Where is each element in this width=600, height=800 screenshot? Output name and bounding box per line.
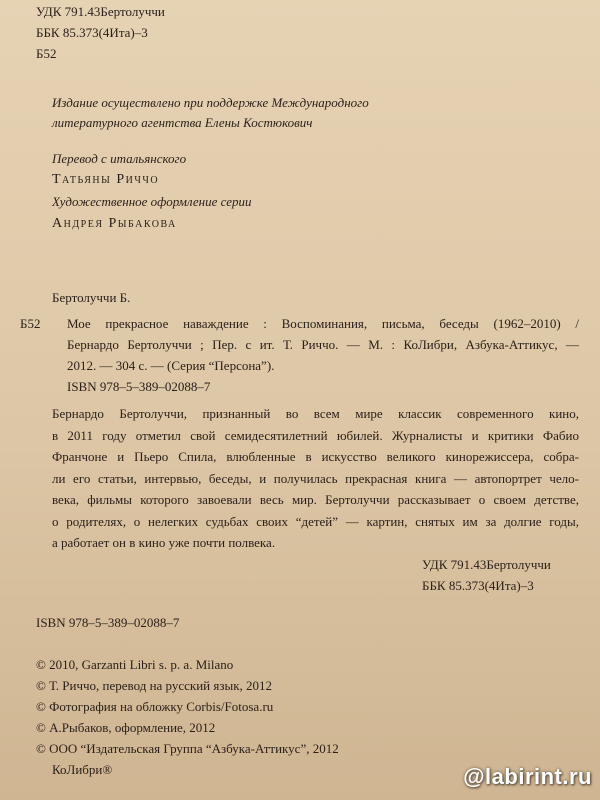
catalog-isbn: ISBN 978–5–389–02088–7 bbox=[67, 379, 211, 394]
header-author-mark: Б52 bbox=[36, 46, 57, 61]
header-udk: УДК 791.43Бертолуччи bbox=[36, 4, 165, 19]
annotation-line-2: в 2011 году отметил свой семидесятилетний юбилей. Журналисты и критики Фабио bbox=[52, 427, 579, 443]
catalog-description bbox=[67, 313, 579, 397]
isbn: ISBN 978–5–389–02088–7 bbox=[36, 615, 180, 630]
designer-name: Андрея Рыбакова bbox=[52, 216, 177, 231]
copyright-line-5: © ООО “Издательская Группа “Азбука-Аттикус”, 2012 bbox=[36, 741, 339, 756]
annotation-line-5: века, фильмы которого завоевали весь мир. Бертолуччи рассказывает о своем детстве, bbox=[52, 492, 579, 507]
catalog-author-heading: Бертолуччи Б. bbox=[52, 290, 131, 305]
copyright-line-3: © Фотография на обложку Corbis/Fotosa.ru bbox=[36, 699, 274, 714]
classification-bbk: ББК 85.373(4Ита)–3 bbox=[422, 578, 534, 593]
publisher-imprint: КоЛибри® bbox=[52, 762, 113, 777]
annotation-paragraph bbox=[52, 403, 579, 554]
annotation-line-3: Франчоне и Пьеро Спила, влюбленные в искусство великого кинорежиссера, собра- bbox=[52, 449, 579, 464]
watermark-logo: @labirint.ru bbox=[463, 764, 592, 789]
copyright-line-1: © 2010, Garzanti Libri s. p. a. Milano bbox=[36, 657, 234, 672]
header-bbk: ББК 85.373(4Ита)–3 bbox=[36, 25, 148, 40]
copyright-line-4: © А.Рыбаков, оформление, 2012 bbox=[36, 720, 216, 735]
translation-label: Перевод с итальянского bbox=[52, 151, 187, 166]
catalog-line-3: 2012. — 304 с. — (Серия “Персона”). bbox=[67, 358, 275, 373]
translator-name: Татьяны Риччо bbox=[52, 172, 160, 187]
classification-udk: УДК 791.43Бертолуччи bbox=[422, 557, 551, 572]
annotation-line-7: а работает он в кино уже почти полвека. bbox=[52, 535, 276, 550]
copyright-line-2: © Т. Риччо, перевод на русский язык, 2012 bbox=[36, 678, 273, 693]
annotation-line-6: о родителях, о нелегких судьбах своих “детей” — картин, снятых им за долгие годы, bbox=[52, 513, 579, 529]
annotation-line-1: Бернардо Бертолуччи, признанный во всем мире классик современного кино, bbox=[52, 406, 579, 421]
catalog-line-2: Бернардо Бертолуччи ; Пер. с ит. Т. Риччо. — М. : КоЛибри, Азбука-Аттикус, — bbox=[67, 337, 579, 352]
design-label: Художественное оформление серии bbox=[52, 194, 252, 209]
support-note-line-2: литературного агентства Елены Костюкович bbox=[52, 115, 313, 130]
catalog-line-1: Мое прекрасное наваждение : Воспоминания, письма, беседы (1962–2010) / bbox=[67, 316, 579, 331]
support-note-line-1: Издание осуществлено при поддержке Международного bbox=[52, 95, 369, 110]
catalog-mark: Б52 bbox=[20, 316, 41, 331]
annotation-line-4: ли его статьи, интервью, беседы, и получилась прекрасная книга — автопортрет чело- bbox=[52, 470, 579, 486]
